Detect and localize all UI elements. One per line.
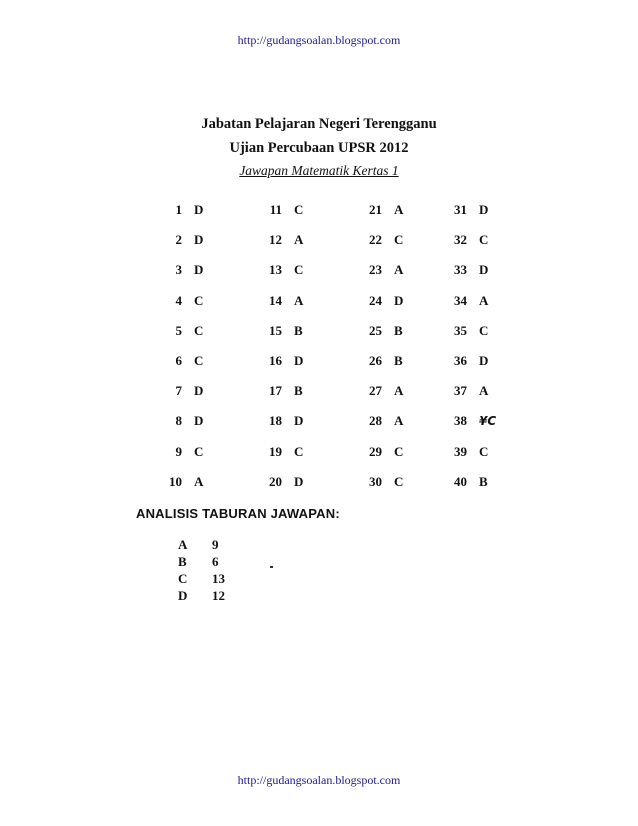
question-number: 2 xyxy=(175,232,182,248)
answer-item xyxy=(160,232,230,250)
answer-letter: C xyxy=(294,443,304,459)
question-number: 11 xyxy=(269,202,282,217)
answer-item xyxy=(160,474,230,492)
answer-item xyxy=(360,474,430,492)
question-number: 25 xyxy=(369,322,382,338)
analysis-title: ANALISIS TABURAN JAWAPAN: xyxy=(136,506,340,521)
answer-letter: A xyxy=(194,473,204,489)
answer-letter: D xyxy=(194,413,204,429)
question-number: 30 xyxy=(369,473,382,489)
answer-letter: D xyxy=(294,353,304,368)
answer-letter: A xyxy=(479,292,489,308)
answer-letter: C xyxy=(479,232,489,248)
question-number: 33 xyxy=(454,262,467,278)
answer-item xyxy=(260,293,330,311)
answer-letter: C xyxy=(479,322,489,338)
tally-row xyxy=(178,554,225,571)
question-number: 27 xyxy=(369,383,382,399)
answer-letter: D xyxy=(194,232,204,248)
answer-letter: C xyxy=(394,232,404,248)
answer-letter: C xyxy=(194,292,204,308)
tally-letter: C xyxy=(178,571,188,586)
answer-grid xyxy=(160,202,520,492)
question-number: 1 xyxy=(175,202,182,217)
answer-letter: A xyxy=(294,232,304,248)
scan-speck xyxy=(270,566,273,568)
question-number: 32 xyxy=(454,232,467,248)
answer-item xyxy=(260,262,330,280)
answer-item xyxy=(445,262,515,280)
answer-item xyxy=(260,383,330,401)
question-number: 28 xyxy=(369,413,382,429)
answer-letter: D xyxy=(294,413,304,429)
answer-item xyxy=(160,413,230,431)
answer-letter: B xyxy=(394,322,403,338)
question-number: 35 xyxy=(454,322,467,338)
answer-item xyxy=(445,323,515,341)
answer-letter: D xyxy=(294,473,304,489)
answer-item xyxy=(445,353,515,371)
footer-url: http://gudangsoalan.blogspot.com xyxy=(237,773,401,787)
answer-letter: B xyxy=(479,473,488,489)
tally-letter: B xyxy=(178,554,187,569)
tally-count: 13 xyxy=(212,571,225,586)
answer-distribution-table xyxy=(178,537,225,605)
answer-letter: C xyxy=(194,443,204,459)
answer-item xyxy=(160,262,230,280)
question-number: 40 xyxy=(454,473,467,489)
answer-item xyxy=(445,444,515,462)
question-number: 20 xyxy=(269,473,282,489)
answer-letter: C xyxy=(394,443,404,459)
question-number: 16 xyxy=(269,353,282,368)
answer-item xyxy=(160,444,230,462)
question-number: 14 xyxy=(269,292,282,308)
answer-letter: ¥C xyxy=(479,414,497,429)
answer-letter: C xyxy=(294,262,304,278)
answer-item xyxy=(445,202,515,220)
answer-letter: B xyxy=(294,322,303,338)
question-number: 8 xyxy=(175,413,182,429)
answer-letter: D xyxy=(194,383,204,399)
answer-item xyxy=(360,262,430,280)
answer-item xyxy=(160,293,230,311)
question-number: 24 xyxy=(369,292,382,308)
answer-item xyxy=(360,413,430,431)
answer-letter: B xyxy=(294,383,303,399)
answer-letter: C xyxy=(194,353,204,368)
answer-letter: D xyxy=(394,292,404,308)
question-number: 36 xyxy=(454,353,467,368)
question-number: 12 xyxy=(269,232,282,248)
answer-item xyxy=(445,293,515,311)
question-number: 22 xyxy=(369,232,382,248)
answer-letter: D xyxy=(194,202,204,217)
question-number: 37 xyxy=(454,383,467,399)
question-number: 15 xyxy=(269,322,282,338)
answer-letter: A xyxy=(479,383,489,399)
answer-item xyxy=(445,232,515,250)
answer-letter: C xyxy=(394,473,404,489)
question-number: 17 xyxy=(269,383,282,399)
answer-item xyxy=(160,323,230,341)
answer-item xyxy=(360,323,430,341)
question-number: 10 xyxy=(169,473,182,489)
answer-letter: D xyxy=(479,353,489,368)
tally-letter: A xyxy=(178,537,188,552)
answer-letter: A xyxy=(394,202,404,217)
question-number: 38 xyxy=(454,413,467,429)
answer-letter: A xyxy=(394,262,404,278)
answer-item xyxy=(360,444,430,462)
answer-item xyxy=(360,232,430,250)
title-answer-key: Jawapan Matematik Kertas 1 xyxy=(239,163,399,178)
answer-item xyxy=(260,474,330,492)
title-exam: Ujian Percubaan UPSR 2012 xyxy=(229,140,409,156)
tally-row xyxy=(178,537,225,554)
question-number: 3 xyxy=(175,262,182,278)
tally-count: 6 xyxy=(212,554,219,569)
answer-item xyxy=(160,202,230,220)
answer-letter: C xyxy=(479,443,489,459)
tally-row xyxy=(178,571,225,588)
answer-item xyxy=(360,293,430,311)
title-department: Jabatan Pelajaran Negeri Terengganu xyxy=(201,116,437,132)
question-number: 39 xyxy=(454,443,467,459)
tally-count: 9 xyxy=(212,537,219,552)
answer-letter: C xyxy=(294,202,304,217)
answer-item xyxy=(160,383,230,401)
tally-row xyxy=(178,588,225,605)
tally-letter: D xyxy=(178,588,188,603)
answer-letter: B xyxy=(394,353,403,368)
answer-item xyxy=(260,232,330,250)
tally-count: 12 xyxy=(212,588,225,603)
answer-letter: A xyxy=(394,383,404,399)
answer-item xyxy=(445,383,515,401)
answer-item xyxy=(260,202,330,220)
question-number: 26 xyxy=(369,353,382,368)
answer-item xyxy=(360,353,430,371)
question-number: 21 xyxy=(369,202,382,217)
question-number: 31 xyxy=(454,202,467,217)
answer-item xyxy=(360,383,430,401)
question-number: 34 xyxy=(454,292,467,308)
answer-letter: A xyxy=(294,292,304,308)
answer-letter: D xyxy=(194,262,204,278)
answer-item xyxy=(360,202,430,220)
question-number: 29 xyxy=(369,443,382,459)
question-number: 9 xyxy=(175,443,182,459)
answer-item xyxy=(260,444,330,462)
answer-letter: A xyxy=(394,413,404,429)
answer-item xyxy=(445,474,515,492)
answer-item xyxy=(260,323,330,341)
question-number: 7 xyxy=(175,383,182,399)
question-number: 19 xyxy=(269,443,282,459)
answer-letter: D xyxy=(479,262,489,278)
answer-letter: C xyxy=(194,322,204,338)
question-number: 6 xyxy=(175,353,182,368)
header-url: http://gudangsoalan.blogspot.com xyxy=(237,33,401,47)
answer-item xyxy=(160,353,230,371)
question-number: 18 xyxy=(269,413,282,429)
question-number: 13 xyxy=(269,262,282,278)
question-number: 4 xyxy=(175,292,182,308)
answer-item xyxy=(260,353,330,371)
answer-item xyxy=(445,413,515,431)
answer-item xyxy=(260,413,330,431)
question-number: 23 xyxy=(369,262,382,278)
question-number: 5 xyxy=(175,322,182,338)
answer-letter: D xyxy=(479,202,489,217)
